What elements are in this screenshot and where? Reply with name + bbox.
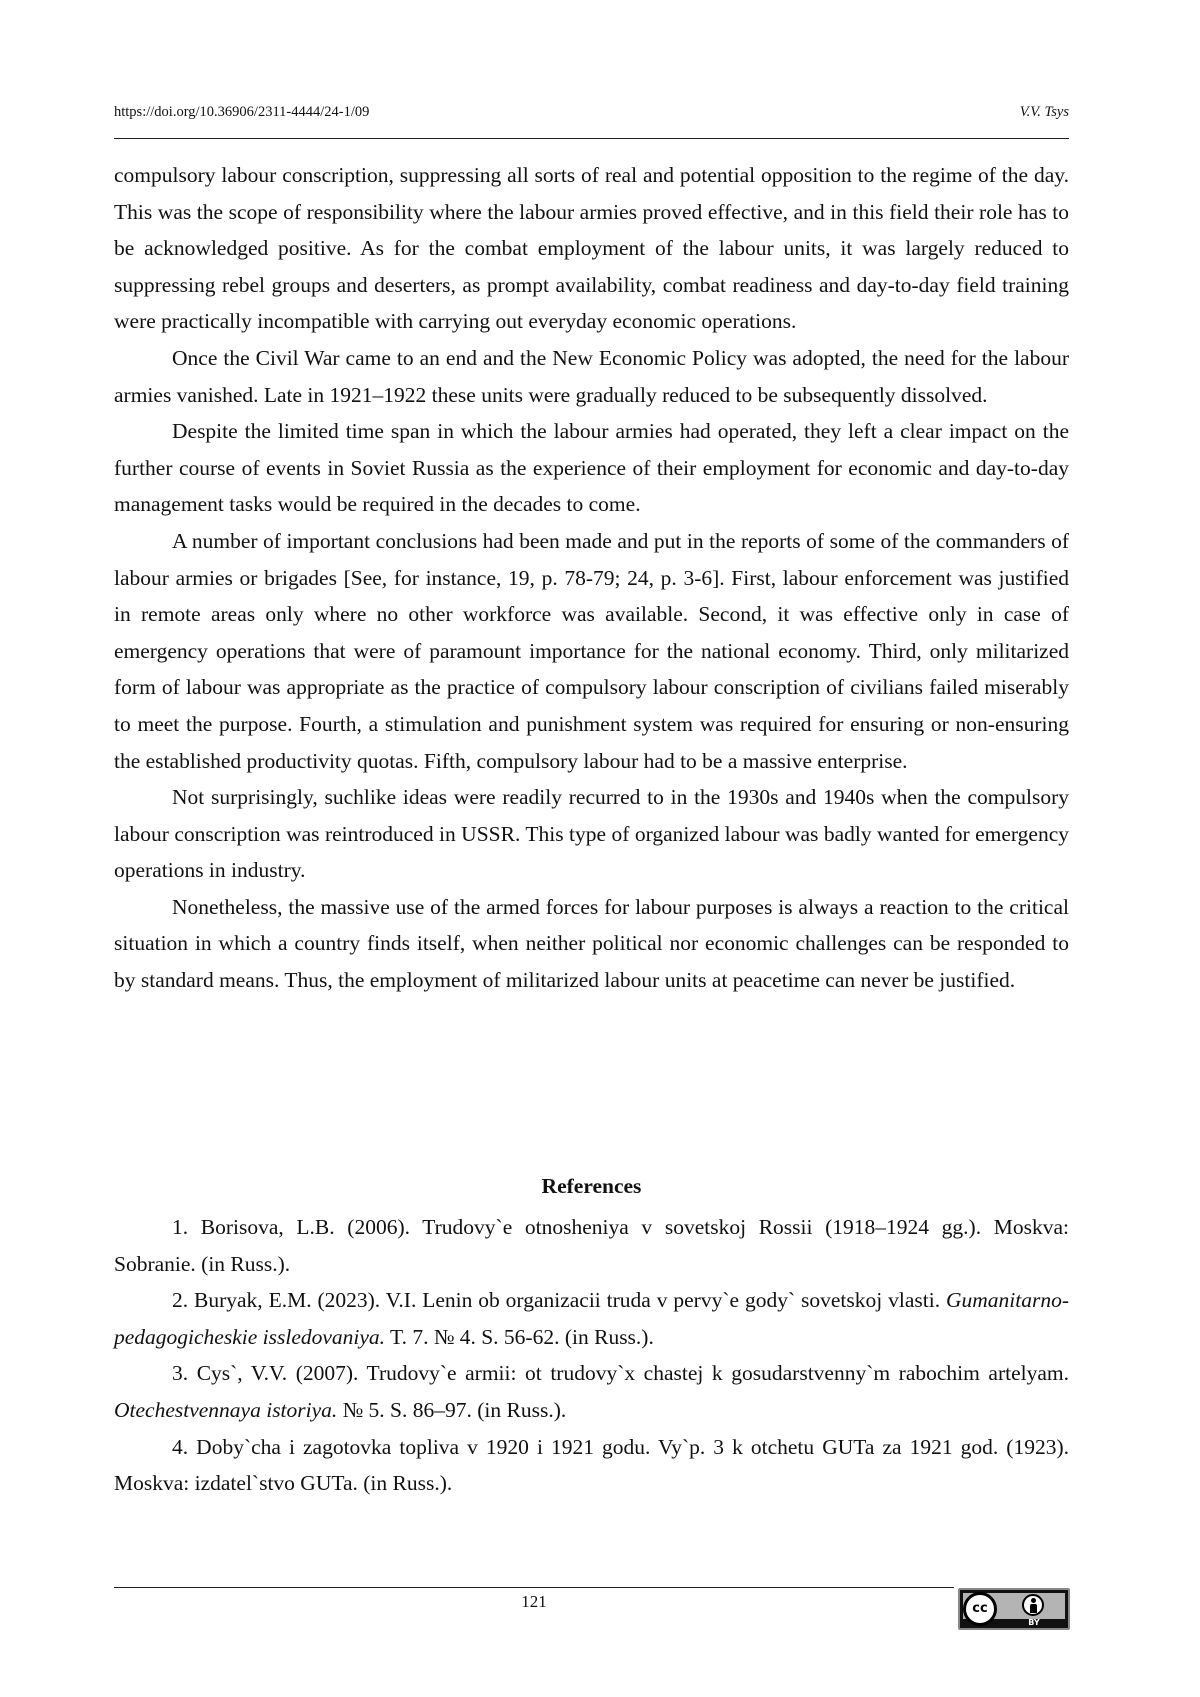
page-number: 121 [521,1592,547,1611]
reference-details: T. 7. № 4. S. 56-62. (in Russ.). [385,1324,654,1349]
cc-icon: cc [963,1592,997,1626]
body-paragraph: Despite the limited time span in which the labour armies had operated, they left a clear impact on the further course of events in Soviet Russia as the experience of their employment for economic and day-to-day management tasks would be required in the decades to come. [114,419,1069,517]
creative-commons-by-icon [958,1588,1070,1630]
reference-item [114,1282,1069,1355]
reference-text: 2. Buryak, E.M. (2023). V.I. Lenin ob organizacii truda v pervy`e gody` sovetskoj vlasti. [172,1288,946,1313]
reference-text: 3. Cys`, V.V. (2007). Trudovy`e armii: ot trudovy`x chastej k gosudarstvenny`m rabochim artelyam. [172,1361,1069,1386]
running-header [114,104,1069,139]
reference-text: 4. Doby`cha i zagotovka topliva v 1920 i 1921 godu. Vy`p. 3 k otchetu GUTa za 1921 god. (1923). Moskva: izdatel`stvo GUTa. (in Russ.). [114,1434,1069,1496]
body-paragraph: Not surprisingly, suchlike ideas were readily recurred to in the 1930s and 1940s when the compulsory labour conscription was reintroduced in USSR. This type of organized labour was badly wanted for emergency operations in industry. [114,785,1069,883]
attribution-person-icon [1022,1594,1044,1616]
references-list [114,1209,1069,1502]
by-label: BY [1028,1618,1040,1627]
references-heading: References [541,1174,642,1198]
reference-item [114,1429,1069,1502]
running-author: V.V. Tsys [1019,104,1069,120]
reference-journal: Gumanitarno-pedagogicheskie issledovaniya. [114,1288,1069,1349]
reference-item [114,1355,1069,1428]
reference-journal: Otechestvennaya istoriya. [114,1397,338,1422]
reference-text: 1. Borisova, L.B. (2006). Trudovy`e otnosheniya v sovetskoj Rossii (1918–1924 gg.). Moskva: Sobranie. (in Russ.). [114,1215,1069,1276]
reference-details: № 5. S. 86–97. (in Russ.). [337,1397,567,1422]
footer-rule [114,1587,954,1588]
body-paragraph: Once the Civil War came to an end and the New Economic Policy was adopted, the need for the labour armies vanished. Late in 1921–1922 these units were gradually reduced to be subsequently dissolved. [114,345,1069,407]
body-paragraph: A number of important conclusions had been made and put in the reports of some of the commanders of labour armies or brigades [See, for instance, 19, p. 78-79; 24, p. 3-6]. First, labour enforcement was justified in remote areas only where no other workforce was available. Second, it was effective only in case of emergency operations that were of paramount importance for the national economy. Third, only militarized form of labour was appropriate as the practice of compulsory labour conscription of civilians failed miserably to meet the purpose. Fourth, a stimulation and punishment system was required for ensuring or non-ensuring the established productivity quotas. Fifth, compulsory labour had to be a massive enterprise. [114,528,1069,773]
article-body [114,157,1069,999]
body-paragraph: Nonetheless, the massive use of the armed forces for labour purposes is always a reaction to the critical situation in which a country finds itself, when neither political nor economic challenges can be responded to by standard means. Thus, the employment of militarized labour units at peacetime can never be justified. [114,894,1069,993]
reference-item [114,1209,1069,1282]
doi-text: https://doi.org/10.36906/2311-4444/24-1/09 [114,104,370,120]
body-paragraph: compulsory labour conscription, suppressing all sorts of real and potential opposition to the regime of the day. This was the scope of responsibility where the labour armies proved effective, and in this field their role has to be acknowledged positive. As for the combat employment of the labour units, it was largely reduced to suppressing rebel groups and deserters, as prompt availability, combat readiness and day-to-day field training were practically incompatible with carrying out everyday economic operations. [114,163,1069,334]
